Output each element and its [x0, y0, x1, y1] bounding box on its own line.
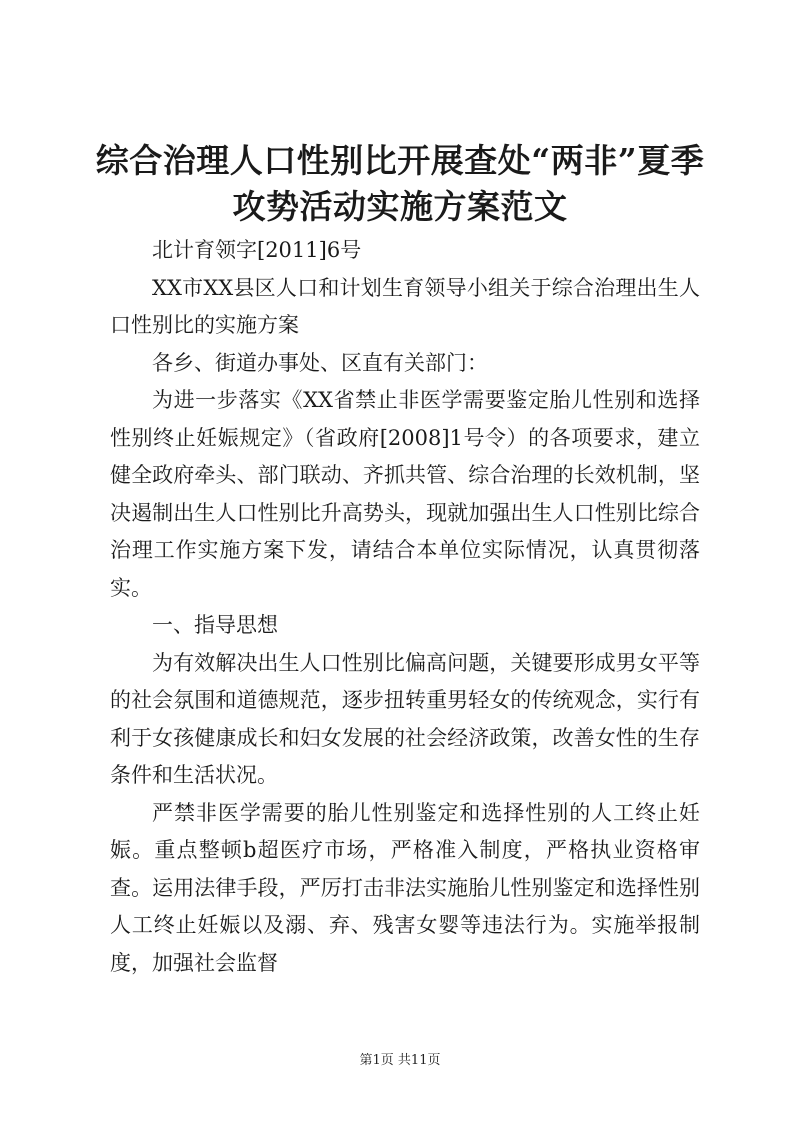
document-body	[110, 232, 700, 982]
body-paragraph: 为有效解决出生人口性别比偏高问题，关键要形成男女平等的社会氛围和道德规范，逐步扭转重男轻女的传统观念，实行有利于女孩健康成长和妇女发展的社会经济政策，改善女性的生存条件和生活状况。	[110, 650, 700, 787]
body-paragraph: 为进一步落实《XX省禁止非医学需要鉴定胎儿性别和选择性别终止妊娠规定》（省政府[2008]1号令）的各项要求，建立健全政府牵头、部门联动、齐抓共管、综合治理的长效机制，坚决遏制出生人口性别比升高势头，现就加强出生人口性别比综合治理工作实施方案下发，请结合本单位实际情况，认真贯彻落实。	[110, 388, 700, 600]
document-title: 综合治理人口性别比开展查处“两非”夏季攻势活动实施方案范文	[95, 141, 705, 226]
page-footer: 第1页 共11页	[359, 1053, 441, 1068]
body-paragraph: 严禁非医学需要的胎儿性别鉴定和选择性别的人工终止妊娠。重点整顿b超医疗市场，严格准入制度，严格执业资格审查。运用法律手段，严厉打击非法实施胎儿性别鉴定和选择性别人工终止妊娠以及溺、弃、残害女婴等违法行为。实施举报制度，加强社会监督	[110, 800, 700, 975]
document-number: 北计育领字[2011]6号	[152, 238, 362, 262]
document-heading-line: XX市XX县区人口和计划生育领导小组关于综合治理出生人口性别比的实施方案	[110, 275, 700, 337]
recipients-line: 各乡、街道办事处、区直有关部门：	[152, 350, 488, 375]
section-heading: 一、指导思想	[152, 613, 278, 637]
